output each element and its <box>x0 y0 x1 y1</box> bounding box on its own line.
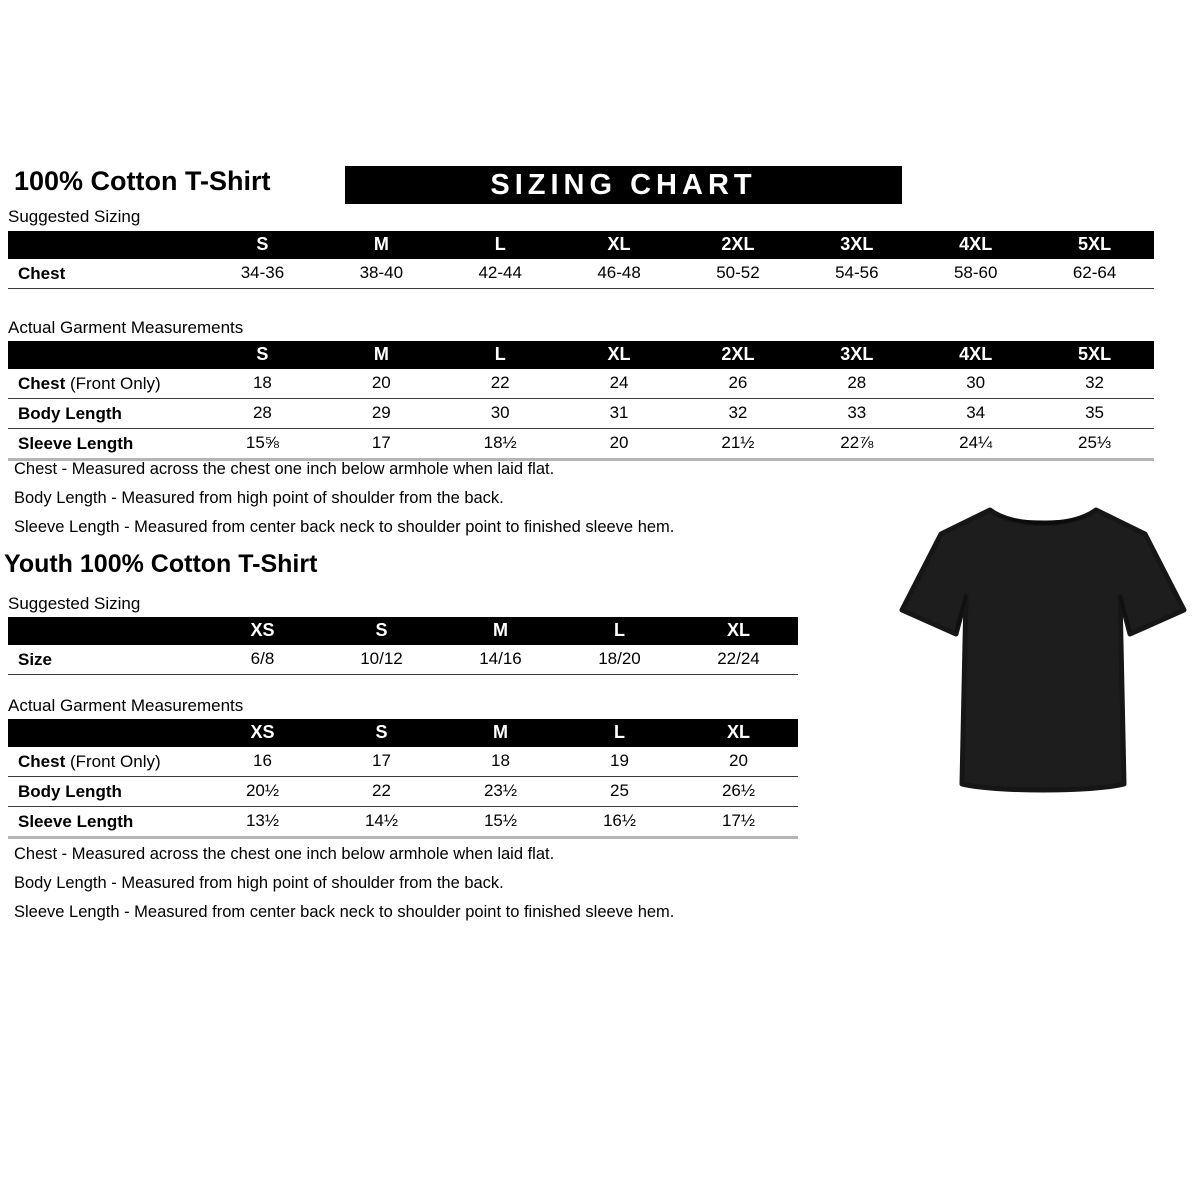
table-cell: 34 <box>966 403 986 422</box>
table-cell: 18 <box>252 373 272 392</box>
header-cell-blank <box>8 242 203 249</box>
table-header-row <box>8 719 798 747</box>
adult-actual-measurements-table <box>8 341 1154 461</box>
header-cell: S <box>375 620 388 640</box>
header-cell: M <box>493 722 508 742</box>
table-cell: 22 <box>490 373 510 392</box>
note-line: Body Length - Measured from high point of shoulder from the back. <box>14 489 504 507</box>
header-cell: M <box>373 344 389 364</box>
table-cell: 17 <box>371 433 391 452</box>
table-cell: 14/16 <box>479 649 522 668</box>
header-cell-blank <box>8 352 203 359</box>
table-cell: 24 <box>609 373 629 392</box>
header-cell: 4XL <box>959 234 993 254</box>
table-cell: 30 <box>966 373 986 392</box>
table-cell: 18 <box>491 751 510 770</box>
youth-actual-measurements-table <box>8 719 798 839</box>
table-cell: 46-48 <box>597 263 641 282</box>
table-row <box>8 777 798 807</box>
youth-suggested-sizing-table <box>8 617 798 675</box>
note-line: Body Length - Measured from high point of shoulder from the back. <box>14 874 504 892</box>
table-cell: 18½ <box>483 433 517 452</box>
table-row <box>8 429 1154 461</box>
header-cell: XL <box>607 344 631 364</box>
header-cell: L <box>494 234 506 254</box>
table-cell: 28 <box>252 403 272 422</box>
row-label: Sleeve Length <box>18 433 134 453</box>
youth-measurement-notes <box>14 845 674 932</box>
row-label: Body Length <box>18 403 122 423</box>
page-title: 100% Cotton T-Shirt <box>14 166 271 196</box>
row-label: Chest (Front Only) <box>18 751 161 771</box>
table-cell: 28 <box>847 373 867 392</box>
table-cell: 6/8 <box>250 649 275 668</box>
sizing-chart-banner-text: SIZING CHART <box>490 168 757 201</box>
header-cell: XS <box>250 722 275 742</box>
table-cell: 23½ <box>483 781 518 800</box>
header-cell: L <box>614 722 625 742</box>
table-header-row <box>8 617 798 645</box>
header-cell: XL <box>726 722 750 742</box>
note-line: Sleeve Length - Measured from center back neck to shoulder point to finished sleeve hem. <box>14 518 675 536</box>
table-cell: 20 <box>729 751 748 770</box>
table-cell: 50-52 <box>716 263 760 282</box>
table-cell: 24¼ <box>959 433 993 452</box>
note-line: Sleeve Length - Measured from center back neck to shoulder point to finished sleeve hem. <box>14 903 675 921</box>
header-cell-blank <box>8 730 203 737</box>
table-cell: 26 <box>728 373 748 392</box>
header-cell: 5XL <box>1078 344 1112 364</box>
table-cell: 10/12 <box>360 649 403 668</box>
table-cell: 42-44 <box>478 263 522 282</box>
table-cell: 35 <box>1085 403 1105 422</box>
header-cell: 2XL <box>721 344 755 364</box>
header-cell: M <box>493 620 508 640</box>
table-row <box>8 369 1154 399</box>
table-cell: 14½ <box>364 811 399 830</box>
youth-suggested-sizing-label: Suggested Sizing <box>8 594 141 613</box>
table-cell: 17 <box>372 751 391 770</box>
table-cell: 38-40 <box>359 263 404 282</box>
header-cell: L <box>614 620 625 640</box>
table-cell: 32 <box>1085 373 1105 392</box>
youth-section-title: Youth 100% Cotton T-Shirt <box>4 550 318 578</box>
table-cell: 58-60 <box>953 263 998 282</box>
table-cell: 13½ <box>245 811 280 830</box>
table-cell: 34-36 <box>240 263 285 282</box>
header-cell: XL <box>607 234 631 254</box>
header-cell: M <box>373 234 389 254</box>
table-cell: 18/20 <box>598 649 641 668</box>
table-cell: 30 <box>490 403 510 422</box>
table-cell: 15½ <box>483 811 518 830</box>
table-cell: 15⅝ <box>245 433 279 452</box>
row-label: Size <box>18 649 53 669</box>
header-cell: 4XL <box>959 344 993 364</box>
table-cell: 19 <box>610 751 629 770</box>
header-cell: 5XL <box>1078 234 1112 254</box>
table-cell: 22⅞ <box>840 433 874 452</box>
note-line: Chest - Measured across the chest one inch below armhole when laid flat. <box>14 845 555 863</box>
table-row <box>8 645 798 675</box>
table-cell: 31 <box>609 403 629 422</box>
table-header-row <box>8 231 1154 259</box>
youth-actual-measurements-label: Actual Garment Measurements <box>8 696 244 715</box>
header-cell: 3XL <box>840 234 874 254</box>
header-cell: 3XL <box>840 344 874 364</box>
header-cell: S <box>256 344 269 364</box>
header-cell: S <box>375 722 388 742</box>
table-cell: 16½ <box>602 811 637 830</box>
sizing-chart-banner <box>345 166 902 204</box>
table-cell: 20½ <box>245 781 280 800</box>
adult-actual-measurements-label: Actual Garment Measurements <box>8 318 244 337</box>
table-cell: 21½ <box>721 433 755 452</box>
table-cell: 26½ <box>721 781 756 800</box>
table-cell: 25⅓ <box>1078 433 1112 452</box>
row-label: Sleeve Length <box>18 811 134 831</box>
table-row <box>8 747 798 777</box>
table-cell: 20 <box>609 433 629 452</box>
header-cell: XL <box>726 620 750 640</box>
adult-suggested-sizing-label: Suggested Sizing <box>8 207 141 226</box>
table-cell: 62-64 <box>1072 263 1117 282</box>
table-header-row <box>8 341 1154 369</box>
header-cell: XS <box>250 620 275 640</box>
row-label: Chest <box>18 263 66 283</box>
header-cell: 2XL <box>721 234 755 254</box>
row-label: Chest (Front Only) <box>18 373 161 393</box>
table-cell: 22 <box>372 781 391 800</box>
table-cell: 33 <box>847 403 867 422</box>
note-line: Chest - Measured across the chest one inch below armhole when laid flat. <box>14 460 555 478</box>
adult-suggested-sizing-table <box>8 231 1154 289</box>
table-row <box>8 807 798 839</box>
table-cell: 22/24 <box>717 649 760 668</box>
tshirt-silhouette-icon <box>893 478 1193 816</box>
header-cell-blank <box>8 628 203 635</box>
table-row <box>8 399 1154 429</box>
tshirt-image <box>893 478 1193 816</box>
header-cell: S <box>256 234 269 254</box>
adult-measurement-notes <box>14 460 674 547</box>
table-cell: 17½ <box>721 811 756 830</box>
table-cell: 32 <box>728 403 748 422</box>
table-cell: 29 <box>371 403 391 422</box>
row-label: Body Length <box>18 781 122 801</box>
table-cell: 25 <box>610 781 629 800</box>
header-cell: L <box>494 344 506 364</box>
table-cell: 20 <box>371 373 391 392</box>
table-row <box>8 259 1154 289</box>
table-cell: 16 <box>253 751 272 770</box>
table-cell: 54-56 <box>835 263 879 282</box>
